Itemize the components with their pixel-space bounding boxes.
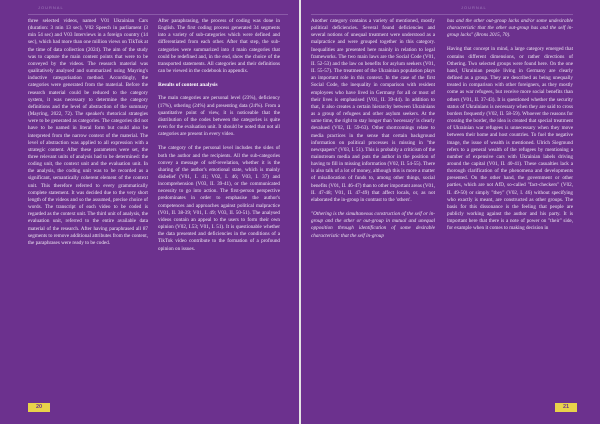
paragraph: Having that concept in mind, a large category emerged that contains different dimensions, or rather directions of Othering. Two selected groups were found here. On the one hand, Ukrainian people living in Germany are clearly defined as a group. They are described as being unequally treated in comparison with other foreigners, as they mostly come as war refugees, but receive more social benefits than others (V01, II. 37-43). It is questioned whether the security status of Ukrainians is necessary when they are said to cross borders frequently (V02, II. 58-59). Whoever the reasons for crossing the border, the idea is created that special treatment of Ukrainian war refugees is unnecessary when they move between their home and host countries. To fuel the negative image, the issue of wealth is mentioned. Ulrich Siegmund refers to a general wealth of the refugees by mentioning a number of expensive cars with Ukrainian labels driving around the capital (V01, II. 40-41). These casualties lack a thorough clarification of the phenomena and developments presented. On the other hand, the government or other parties, which are not AfD, so-called "fact-checkers" (V02, II. 49-50) or simply "they" (V02, I. 46) without specifying who exactly is meant, are constructed as other groups. The basis for this dissonance is the feeling that people are publicly working against the author and his party. It is important here that there is a note of power on "their" side, for example when it comes to making decision in: [447, 46, 573, 232]
paragraph: The category of the personal level includes the sides of both the author and the recipients. All the sub-categories convey a message of self-revelation, whether it is the sharing of the author's emotional state, which is mainly disbelief (V01, I. 41; V02, I. 46; V03, I. 37) and incomprehension (V03, II. 39-41), or the communicated necessity to go into action. The first-person perspective predominates in order to emphasise the author's competences and approaches against political malpractice (V01, II. 38-39; V01, I. 49; V03, II. 50-51). The analysed videos contain an appeal to the users to form their own opinion (V02, I.53; V01, I. 51). It is questionable whether the data presented and deficiencies in the conditions of a TikTok video contribute to the formation of a profound opinion on issues.: [158, 145, 280, 252]
right-page: [301, 0, 600, 424]
section-heading: Results of content analysis: [158, 82, 218, 89]
paragraph: three selected videos, named V01 Ukrainian Cars (duration: 3 min 13 sec), V02 Speech in parliament (3 min 54 sec) and V03 Interviews in a foreign country (14 sec), which had more than one million views on TikTok at the time of data collection (2024). The aim of the study was to capture the main content points that were to be conveyed by the videos. The research material was qualitatively analysed and summarized using Mayring's inductive categorisation method. Accordingly, the categories were generated from the material. Before the research material could be reduced to the category system, it was necessary to determine the category definitions and the level of abstraction of the summary (Mayring, 2022, 72). The speaker's rhetorical strategies were to be generated as categories. The categories did not have to be named in literal form but could also be interpreted from the narrow context of the material. The level of abstraction was applied to all expression with a strategic content. After these parameters were set, the three relevant units of analysis had to be determined: the coding unit, the context unit and the evaluation unit. In the analysis, the coding unit was to be recorded as a significant, semantically coherent element of the context unit. This therefore referred to every grammatically complete statement. It was decided due to the very short length of the videos and so the assumed, precise choice of words. The transcript of each video to be coded is regarded as the context unit. The third unit of analysis, the evaluation unit, referred to the entire available data material of the research. After having paraphrased all 87 segments to remove additional attributes from the content, the paraphrases were ready to be coded.: [28, 18, 148, 246]
text-column: [447, 18, 573, 406]
quote: has and the other out-group lacks and/or some undesirable characteristic that the other out-group has and the self in-group lacks" (Brons 2015, 70).: [447, 18, 573, 39]
page-number: 21: [555, 403, 577, 412]
paragraph: The main categories are personal level (23%), deficiency (17%), othering (24%) and presenting data (24%). From a quantitative point of view, it is noticeable that the distribution of the codes between the categories is quite even for the evaluation unit. It should be noted that not all categories are present in every video.: [158, 95, 280, 138]
running-header: JOURNAL: [461, 5, 487, 10]
running-header: JOURNAL: [38, 5, 64, 10]
left-page: [0, 0, 299, 424]
header-rule: [311, 14, 573, 15]
paragraph: After paraphrasing, the process of coding was done in English. The first coding process generated 34 segments into a variety of sub-categories which were defined and differentiated from each other. After that step, the sub-categories were summarized into 4 main categories that could be redefined and, in the end, show the choice of the transported statements. All categories and their definitions can be viewed in the codebook in appendix.: [158, 18, 280, 75]
header-rule: [28, 14, 288, 15]
paragraph: Another category contains a variety of mentioned, mostly political deficiencies. Several found deficiencies and several notions of unequal treatment were understood as a malpractice and were grouped together in this category. Inequalities are presented here mainly in relation to legal frameworks. The two main laws are the Social Code (V01, II. 52-53) and the law on benefits for asylum seekers (V01, II. 55-57). The treatment of the Ukrainian population plays an important role in this context. In the case of the first Social Code, the inequality in comparison with resident employees who have lived in Germany for all or most of their lives is emphasised (V01, II. 39-44). In addition to that, it also creates a certain hierarchy between Ukrainians as a group of refugees and other asylum seekers. At the same time, the right to stay longer than 'necessary' is clearly devalued (V02, II. 59-63). Other shortcomings relate to media practices in the sense that certain background information on political processes is missing in "the newspapers" (V03, I. 51). This is probably a criticism of the mainstream media and puts the author in the position of having to fill in missing information (V02, II. 54-55). There is also talk of a lot of money, although this is more a matter of misallocation of funds to, among other things, social benefits (V01, II. 46-47) than to other important areas (V01, II. 47-48; V01, II. 47-49) that affect locals, or, as not elaborated the in-group in contrast to the 'others'.: [311, 18, 435, 203]
text-column: [28, 18, 148, 406]
page-number: 20: [28, 403, 50, 412]
text-column: [158, 18, 280, 406]
text-column: [311, 18, 435, 406]
quote: "Othering is the simultaneous construction of the self or in-group and the other or out-group in mutual and unequal opposition through identification of some desirable characteristic that the self in-group: [311, 211, 435, 239]
